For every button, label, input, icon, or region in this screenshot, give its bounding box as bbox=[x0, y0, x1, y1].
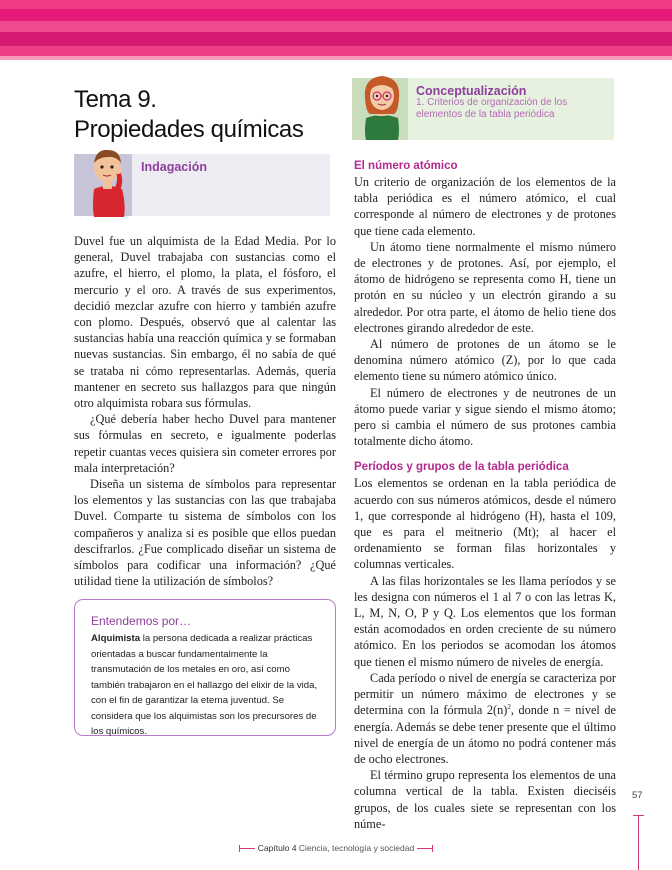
paragraph: El término grupo representa los elementos de una columna vertical de la tabla. Existen dieciséis grupos, de los cuales siete se representan con los núme- bbox=[354, 768, 616, 831]
indagacion-label: Indagación bbox=[141, 160, 207, 174]
girl-with-glasses-icon bbox=[360, 72, 404, 140]
footer-chapter: Capítulo 4 bbox=[257, 843, 297, 853]
header-band bbox=[0, 46, 672, 56]
header-band bbox=[0, 56, 672, 60]
header-band bbox=[0, 32, 672, 46]
header-bands bbox=[0, 0, 672, 60]
formula-text-after: , donde n = nivel de energía. Además se debe tener presente que el último nivel de energía de un átomo no podrá contener más de ocho electrones. bbox=[354, 703, 616, 766]
paragraph bbox=[354, 670, 616, 767]
paragraph: Un átomo tiene normalmente el mismo número de electrones y de protones. Así, por ejemplo, el átomo de hidrógeno se representa como H, tiene un protón en su núcleo y un electrón girando a su alrededor. Por otra parte, el átomo de helio tiene dos electrones girando alrededor de este. bbox=[354, 239, 616, 335]
formula-exponent: 2 bbox=[507, 703, 511, 712]
section-heading: El número atómico bbox=[354, 160, 458, 172]
paragraph: Los elementos se ordenan en la tabla periódica de acuerdo con sus números atómicos, desde el número 1, que corresponde al hidrógeno (H), hasta el 109, que es para el meitnerio (Mt); al hacer el ordenamiento se forman filas horizontales y columnas verticales. bbox=[354, 476, 616, 572]
indagacion-text bbox=[74, 233, 336, 589]
page-title bbox=[74, 85, 344, 145]
entendemos-definition bbox=[91, 631, 321, 740]
footer bbox=[0, 843, 672, 853]
title-line-1: Tema 9. bbox=[74, 86, 157, 113]
paragraph: Diseña un sistema de símbolos para representar los elementos y las sustancias con las que trabajaba Duvel. Comparte tu sistema de símbolos con los compañeros y analiza si es posible que ellos puedan descifrarlos. ¿Fue complicado diseñar un sistema de símbolos para codificar una información? ¿Qué utilidad tiene la utilización de símbolos? bbox=[74, 477, 336, 589]
definition-term: Alquimista bbox=[91, 633, 141, 644]
formula-text: Cada período o nivel de energía se caracteriza por permitir un número máximo de electrones y se determina con la fórmula 2(n) bbox=[354, 670, 616, 718]
paragraph: Duvel fue un alquimista de la Edad Media. Por lo general, Duvel trabajaba con sustancias como el azufre, el hierro, el plomo, la plata, el fósforo, el mercurio y el oro. A través de sus experimentos, decidió mezclar azufre con hierro y también azufre con plomo. Después, observó que al calentar las sustancias había una reacción química y se formaban nuevas sustancias. Sin embargo, él no sabía de qué se trataba ni cómo representarlas. Además, quería mantener en secreto sus hallazgos para que ningún otro alquimista robara sus fórmulas. bbox=[74, 234, 336, 411]
thinking-boy-icon bbox=[86, 145, 130, 217]
conceptualizacion-label: Conceptualización bbox=[416, 84, 527, 98]
conceptualizacion-subtitle: 1. Criterios de organización de los elementos de la tabla periódica bbox=[416, 97, 568, 120]
footer-bar-right bbox=[417, 848, 433, 849]
paragraph: El número de electrones y de neutrones de un átomo puede variar y sigue siendo el mismo átomo; pero si cambia el número de sus protones cambia totalmente dicho átomo. bbox=[354, 385, 616, 449]
entendemos-title: Entendemos por… bbox=[91, 614, 192, 628]
header-band bbox=[0, 9, 672, 21]
definition-text: la persona dedicada a realizar prácticas orientadas a buscar fundamentalmente la transmutación de los metales en oro, así como también trabajaron en el hallazgo del elixir de la vida, con el fin de garantizar la eterna juventud. Se considera que los alquimistas son los precursores de los químicos. bbox=[91, 633, 318, 737]
footer-subject: Ciencia, tecnología y sociedad bbox=[296, 843, 415, 853]
conceptualizacion-text bbox=[354, 158, 616, 832]
title-line-2: Propiedades químicas bbox=[74, 116, 304, 143]
page-number: 57 bbox=[632, 790, 643, 801]
section-heading: Períodos y grupos de la tabla periódica bbox=[354, 461, 569, 474]
header-band bbox=[0, 21, 672, 32]
paragraph: Un criterio de organización de los elementos de la tabla periódica es el número atómico, el cual corresponde al número de electrones y de protones que tiene cada elemento. bbox=[354, 175, 616, 238]
entendemos-box bbox=[74, 599, 336, 736]
paragraph: ¿Qué debería haber hecho Duvel para mantener sus fórmulas en secreto, e igualmente poderlas repetir cuantas veces quisiera sin cometer errores por mala interpretación? bbox=[74, 412, 336, 475]
paragraph: A las filas horizontales se les llama períodos y se les designa con números el 1 al 7 o con las letras K, L, M, N, O, P y Q. Los elementos que los forman están acomodados en orden creciente de su número atómico. En los periodos se acomodan los átomos que tienen el mismo número de niveles de energía. bbox=[354, 573, 616, 669]
paragraph: Al número de protones de un átomo se le denomina número atómico (Z), por lo que cada elemento tiene su número atómico único. bbox=[354, 337, 616, 384]
header-band bbox=[0, 0, 672, 9]
footer-bar-left bbox=[239, 848, 255, 849]
